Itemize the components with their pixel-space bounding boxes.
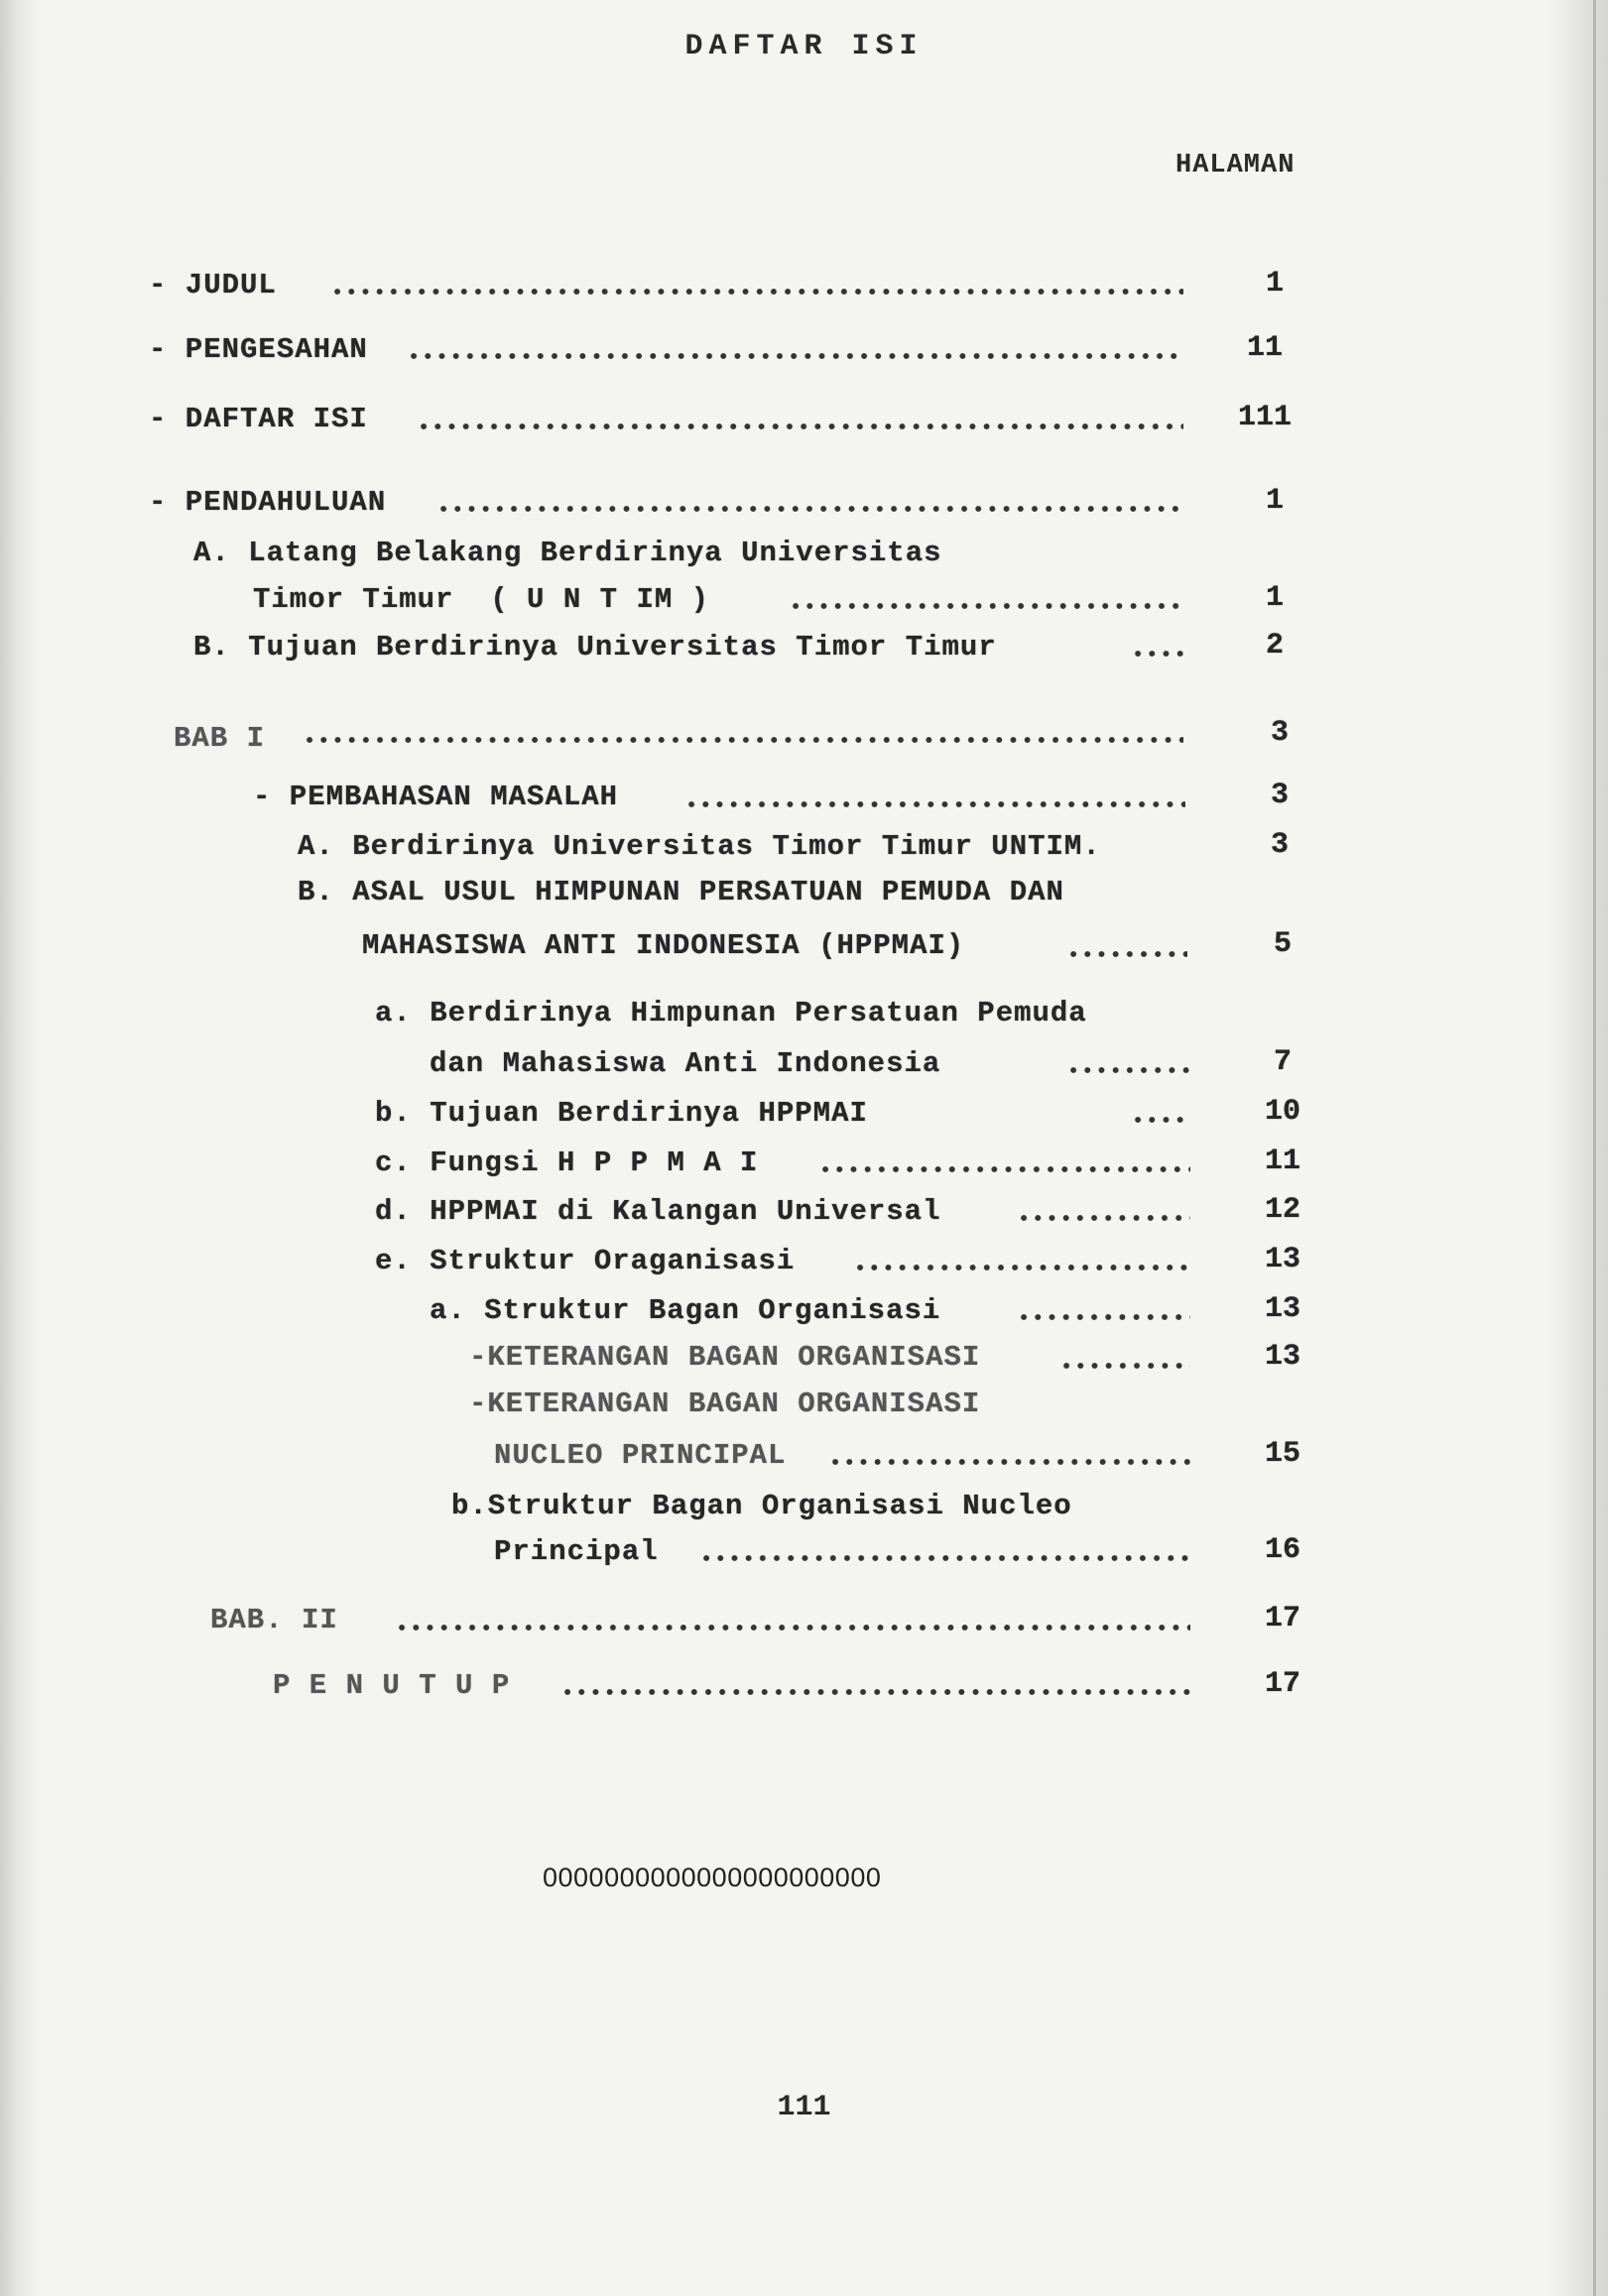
scan-edge-line [1593, 0, 1596, 2296]
toc-leader-dots [1017, 1313, 1190, 1321]
toc-entry-label: Principal [494, 1535, 659, 1568]
toc-entry-page: 10 [1264, 1095, 1300, 1129]
toc-leader-dots [1131, 650, 1183, 658]
toc-entry-page: 15 [1264, 1437, 1300, 1471]
toc-entry-label: a. Struktur Bagan Organisasi [430, 1294, 941, 1327]
toc-entry-page: 1 [1265, 267, 1284, 301]
document-title: DAFTAR ISI [684, 30, 924, 63]
toc-entry-label: MAHASISWA ANTI INDONESIA (HPPMAI) [362, 929, 965, 962]
toc-entry-label: - DAFTAR ISI [149, 403, 368, 435]
toc-entry-page: 2 [1265, 629, 1284, 663]
toc-entry-label: b.Struktur Bagan Organisasi Nucleo [451, 1490, 1072, 1522]
toc-entry-label: a. Berdirinya Himpunan Persatuan Pemuda [375, 997, 1087, 1029]
toc-entry-label: -KETERANGAN BAGAN ORGANISASI [469, 1341, 981, 1374]
toc-entry-page: 1 [1265, 581, 1284, 615]
toc-leader-dots [1066, 1066, 1190, 1074]
toc-leader-dots [417, 423, 1183, 430]
toc-entry-label: Timor Timur ( U N T IM ) [253, 583, 710, 616]
toc-leader-dots [789, 602, 1183, 610]
toc-entry-label: e. Struktur Oraganisasi [375, 1245, 796, 1277]
page-number: 111 [777, 2091, 831, 2124]
page-column-header: HALAMAN [1175, 151, 1296, 181]
toc-leader-dots [1066, 950, 1187, 958]
toc-entry-label: - PEMBAHASAN MASALAH [253, 781, 619, 813]
toc-leader-dots [684, 800, 1185, 808]
toc-entry-label: dan Mahasiswa Anti Indonesia [430, 1047, 941, 1080]
toc-entry-label: A. Latang Belakang Berdirinya Universitas [193, 537, 942, 569]
toc-entry-label: A. Berdirinya Universitas Timor Timur UNTIM. [298, 830, 1101, 863]
toc-entry-page: 7 [1273, 1045, 1292, 1079]
toc-leader-dots [395, 1624, 1190, 1631]
toc-leader-dots [699, 1554, 1190, 1562]
toc-leader-dots [560, 1688, 1190, 1696]
toc-leader-dots [407, 352, 1183, 360]
toc-leader-dots [303, 736, 1183, 744]
toc-entry-page: 3 [1270, 828, 1289, 862]
toc-entry-page: 13 [1264, 1292, 1300, 1326]
toc-entry-label: c. Fungsi H P P M A I [375, 1147, 759, 1179]
toc-entry-page: 17 [1264, 1602, 1300, 1635]
toc-leader-dots [436, 505, 1183, 513]
toc-leader-dots [828, 1458, 1190, 1466]
toc-entry-label: B. Tujuan Berdirinya Universitas Timor Timur [193, 631, 997, 664]
toc-entry-page: 5 [1273, 927, 1292, 961]
toc-entry-label: - JUDUL [149, 269, 277, 302]
toc-entry-page: 1 [1265, 484, 1284, 518]
toc-entry-page: 11 [1246, 331, 1283, 365]
toc-entry-label: - PENGESAHAN [149, 333, 368, 366]
toc-leader-dots [818, 1165, 1190, 1173]
toc-entry-label: BAB. II [210, 1604, 338, 1636]
toc-entry-label: d. HPPMAI di Kalangan Universal [375, 1195, 941, 1228]
toc-leader-dots [1131, 1116, 1188, 1124]
toc-entry-label: b. Tujuan Berdirinya HPPMAI [375, 1097, 868, 1130]
toc-entry-page: 13 [1264, 1340, 1300, 1374]
toc-entry-page: 111 [1237, 401, 1292, 434]
toc-entry-label: BAB I [174, 722, 266, 755]
toc-entry-page: 13 [1264, 1243, 1300, 1276]
toc-entry-page: 12 [1264, 1193, 1300, 1227]
toc-entry-label: - PENDAHULUAN [149, 486, 387, 519]
toc-leader-dots [1017, 1214, 1190, 1222]
end-separator: 0000000000000000000000 [543, 1863, 882, 1892]
toc-leader-dots [330, 288, 1183, 296]
toc-entry-page: 11 [1264, 1145, 1300, 1178]
toc-entry-page: 3 [1270, 716, 1289, 750]
toc-entry-label: -KETERANGAN BAGAN ORGANISASI [469, 1388, 981, 1420]
toc-leader-dots [853, 1264, 1190, 1271]
toc-leader-dots [1059, 1362, 1190, 1370]
toc-entry-page: 17 [1264, 1667, 1300, 1701]
toc-entry-page: 3 [1270, 779, 1289, 812]
toc-entry-page: 16 [1264, 1533, 1300, 1567]
toc-entry-label: P E N U T U P [273, 1669, 511, 1702]
toc-entry-label: NUCLEO PRINCIPAL [494, 1439, 787, 1472]
toc-entry-label: B. ASAL USUL HIMPUNAN PERSATUAN PEMUDA DAN [298, 876, 1064, 908]
